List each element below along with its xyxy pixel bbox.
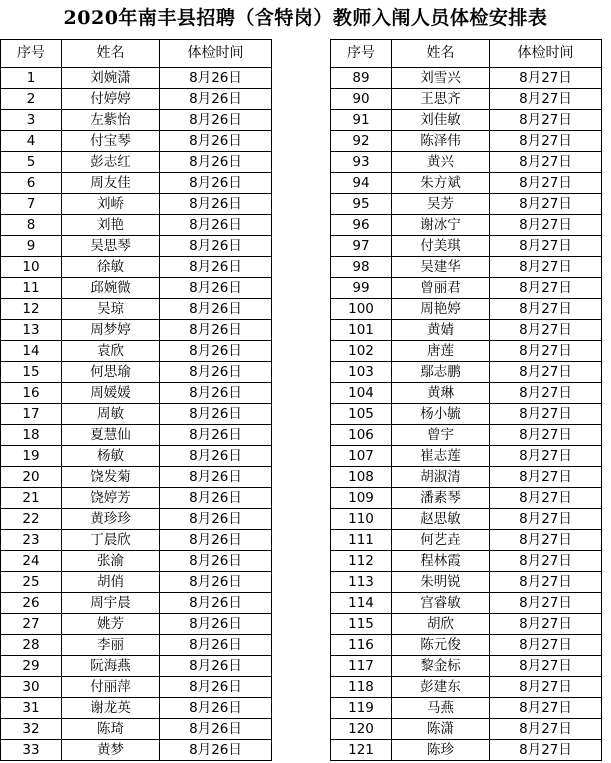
table-row — [1, 236, 272, 257]
cell-name: 陈琦 — [62, 719, 160, 740]
table-row — [1, 593, 272, 614]
cell-date: 8月27日 — [490, 299, 602, 320]
cell-date: 8月27日 — [490, 320, 602, 341]
cell-date: 8月26日 — [160, 614, 272, 635]
cell-number: 20 — [1, 467, 62, 488]
cell-name: 张渝 — [62, 551, 160, 572]
cell-date: 8月27日 — [490, 257, 602, 278]
cell-number: 110 — [331, 509, 392, 530]
cell-number: 25 — [1, 572, 62, 593]
table-row — [1, 509, 272, 530]
table-row — [331, 89, 602, 110]
cell-name: 周宇晨 — [62, 593, 160, 614]
cell-name: 陈珍 — [392, 740, 490, 761]
table-row — [1, 656, 272, 677]
cell-name: 杨小毓 — [392, 404, 490, 425]
cell-name: 潘素琴 — [392, 488, 490, 509]
table-row — [331, 278, 602, 299]
table-row — [331, 719, 602, 740]
table-row — [331, 740, 602, 761]
cell-date: 8月26日 — [160, 446, 272, 467]
cell-date: 8月27日 — [490, 278, 602, 299]
table-row — [331, 215, 602, 236]
header-name: 姓名 — [392, 40, 490, 68]
cell-number: 3 — [1, 110, 62, 131]
cell-date: 8月26日 — [160, 677, 272, 698]
cell-number: 21 — [1, 488, 62, 509]
table-row — [331, 677, 602, 698]
cell-name: 吴建华 — [392, 257, 490, 278]
cell-name: 阮海燕 — [62, 656, 160, 677]
cell-name: 付丽萍 — [62, 677, 160, 698]
table-row — [331, 194, 602, 215]
cell-name: 刘婉潇 — [62, 68, 160, 89]
cell-name: 左紫怡 — [62, 110, 160, 131]
cell-number: 119 — [331, 698, 392, 719]
cell-number: 100 — [331, 299, 392, 320]
header-row — [331, 40, 602, 68]
cell-name: 胡俏 — [62, 572, 160, 593]
cell-name: 夏慧仙 — [62, 425, 160, 446]
cell-name: 杨敏 — [62, 446, 160, 467]
cell-name: 黄婧 — [392, 320, 490, 341]
cell-date: 8月27日 — [490, 740, 602, 761]
cell-number: 24 — [1, 551, 62, 572]
table-row — [331, 152, 602, 173]
table-row — [1, 131, 272, 152]
cell-date: 8月26日 — [160, 320, 272, 341]
cell-date: 8月26日 — [160, 257, 272, 278]
cell-number: 106 — [331, 425, 392, 446]
cell-number: 105 — [331, 404, 392, 425]
cell-number: 10 — [1, 257, 62, 278]
table-row — [1, 698, 272, 719]
cell-name: 李丽 — [62, 635, 160, 656]
table-row — [1, 614, 272, 635]
cell-number: 23 — [1, 530, 62, 551]
table-row — [1, 488, 272, 509]
cell-number: 121 — [331, 740, 392, 761]
header-date: 体检时间 — [490, 40, 602, 68]
table-row — [331, 635, 602, 656]
cell-date: 8月26日 — [160, 719, 272, 740]
cell-number: 30 — [1, 677, 62, 698]
table-row — [331, 593, 602, 614]
cell-date: 8月27日 — [490, 635, 602, 656]
cell-name: 彭志红 — [62, 152, 160, 173]
schedule-table-left — [0, 39, 272, 761]
cell-number: 99 — [331, 278, 392, 299]
cell-date: 8月27日 — [490, 488, 602, 509]
cell-date: 8月27日 — [490, 425, 602, 446]
table-row — [1, 467, 272, 488]
cell-name: 鄢志鹏 — [392, 362, 490, 383]
cell-number: 22 — [1, 509, 62, 530]
cell-number: 33 — [1, 740, 62, 761]
cell-date: 8月26日 — [160, 635, 272, 656]
cell-name: 付宝琴 — [62, 131, 160, 152]
cell-date: 8月26日 — [160, 656, 272, 677]
cell-name: 付美琪 — [392, 236, 490, 257]
table-row — [331, 698, 602, 719]
cell-number: 109 — [331, 488, 392, 509]
cell-name: 饶婷芳 — [62, 488, 160, 509]
cell-number: 1 — [1, 68, 62, 89]
table-row — [1, 173, 272, 194]
cell-name: 吴芳 — [392, 194, 490, 215]
cell-date: 8月26日 — [160, 278, 272, 299]
cell-date: 8月27日 — [490, 656, 602, 677]
cell-date: 8月26日 — [160, 236, 272, 257]
table-row — [1, 530, 272, 551]
cell-name: 彭建东 — [392, 677, 490, 698]
table-row — [1, 740, 272, 761]
cell-date: 8月26日 — [160, 425, 272, 446]
cell-date: 8月27日 — [490, 446, 602, 467]
cell-name: 黄珍珍 — [62, 509, 160, 530]
page-title: 2020年南丰县招聘（含特岗）教师入闱人员体检安排表 — [63, 7, 548, 29]
table-row — [1, 257, 272, 278]
cell-date: 8月26日 — [160, 341, 272, 362]
cell-number: 115 — [331, 614, 392, 635]
cell-date: 8月26日 — [160, 530, 272, 551]
cell-date: 8月26日 — [160, 467, 272, 488]
cell-name: 徐敏 — [62, 257, 160, 278]
cell-name: 崔志莲 — [392, 446, 490, 467]
table-row — [1, 719, 272, 740]
cell-date: 8月26日 — [160, 404, 272, 425]
cell-number: 111 — [331, 530, 392, 551]
cell-name: 黄兴 — [392, 152, 490, 173]
cell-date: 8月26日 — [160, 488, 272, 509]
table-row — [331, 362, 602, 383]
cell-name: 陈泽伟 — [392, 131, 490, 152]
cell-number: 28 — [1, 635, 62, 656]
cell-name: 唐莲 — [392, 341, 490, 362]
cell-number: 114 — [331, 593, 392, 614]
cell-name: 周梦婷 — [62, 320, 160, 341]
cell-date: 8月27日 — [490, 593, 602, 614]
cell-number: 91 — [331, 110, 392, 131]
cell-name: 袁欣 — [62, 341, 160, 362]
table-row — [331, 572, 602, 593]
cell-number: 18 — [1, 425, 62, 446]
cell-name: 周媛媛 — [62, 383, 160, 404]
cell-date: 8月27日 — [490, 719, 602, 740]
cell-date: 8月26日 — [160, 131, 272, 152]
cell-name: 曾丽君 — [392, 278, 490, 299]
cell-date: 8月27日 — [490, 194, 602, 215]
cell-number: 8 — [1, 215, 62, 236]
cell-number: 93 — [331, 152, 392, 173]
cell-number: 118 — [331, 677, 392, 698]
cell-name: 谢龙英 — [62, 698, 160, 719]
cell-name: 吴思琴 — [62, 236, 160, 257]
cell-number: 102 — [331, 341, 392, 362]
cell-number: 7 — [1, 194, 62, 215]
cell-number: 94 — [331, 173, 392, 194]
cell-name: 吴琼 — [62, 299, 160, 320]
table-row — [331, 320, 602, 341]
table-row — [1, 341, 272, 362]
cell-number: 103 — [331, 362, 392, 383]
cell-number: 89 — [331, 68, 392, 89]
cell-date: 8月27日 — [490, 173, 602, 194]
cell-number: 16 — [1, 383, 62, 404]
cell-date: 8月26日 — [160, 68, 272, 89]
cell-number: 113 — [331, 572, 392, 593]
cell-number: 117 — [331, 656, 392, 677]
cell-date: 8月26日 — [160, 362, 272, 383]
table-row — [1, 278, 272, 299]
table-row — [331, 614, 602, 635]
cell-number: 4 — [1, 131, 62, 152]
table-row — [331, 131, 602, 152]
cell-number: 17 — [1, 404, 62, 425]
table-row — [331, 551, 602, 572]
table-row — [1, 299, 272, 320]
cell-name: 何思瑜 — [62, 362, 160, 383]
table-row — [331, 341, 602, 362]
cell-date: 8月27日 — [490, 236, 602, 257]
cell-date: 8月27日 — [490, 68, 602, 89]
cell-date: 8月27日 — [490, 383, 602, 404]
cell-number: 6 — [1, 173, 62, 194]
table-row — [331, 236, 602, 257]
cell-name: 陈元俊 — [392, 635, 490, 656]
cell-name: 朱方斌 — [392, 173, 490, 194]
cell-number: 104 — [331, 383, 392, 404]
table-row — [1, 110, 272, 131]
table-row — [1, 383, 272, 404]
table-row — [331, 656, 602, 677]
table-row — [1, 404, 272, 425]
cell-name: 王思齐 — [392, 89, 490, 110]
cell-number: 11 — [1, 278, 62, 299]
cell-number: 32 — [1, 719, 62, 740]
table-row — [1, 152, 272, 173]
cell-date: 8月26日 — [160, 383, 272, 404]
cell-date: 8月27日 — [490, 110, 602, 131]
cell-number: 98 — [331, 257, 392, 278]
cell-date: 8月27日 — [490, 677, 602, 698]
cell-name: 陈潇 — [392, 719, 490, 740]
cell-name: 何艺垚 — [392, 530, 490, 551]
table-row — [331, 488, 602, 509]
cell-date: 8月27日 — [490, 341, 602, 362]
cell-number: 95 — [331, 194, 392, 215]
cell-date: 8月27日 — [490, 509, 602, 530]
table-row — [1, 425, 272, 446]
table-row — [1, 677, 272, 698]
cell-number: 9 — [1, 236, 62, 257]
table-row — [331, 446, 602, 467]
table-row — [331, 509, 602, 530]
table-row — [331, 530, 602, 551]
table-row — [1, 215, 272, 236]
table-row — [1, 194, 272, 215]
cell-number: 96 — [331, 215, 392, 236]
cell-date: 8月26日 — [160, 89, 272, 110]
cell-number: 2 — [1, 89, 62, 110]
table-row — [331, 383, 602, 404]
cell-name: 刘峤 — [62, 194, 160, 215]
cell-date: 8月27日 — [490, 614, 602, 635]
table-row — [1, 89, 272, 110]
cell-date: 8月26日 — [160, 509, 272, 530]
cell-name: 黄琳 — [392, 383, 490, 404]
table-row — [331, 404, 602, 425]
cell-name: 饶发菊 — [62, 467, 160, 488]
cell-name: 程林霞 — [392, 551, 490, 572]
table-row — [331, 68, 602, 89]
table-row — [331, 257, 602, 278]
cell-date: 8月26日 — [160, 215, 272, 236]
table-row — [331, 299, 602, 320]
table-row — [1, 635, 272, 656]
header-name: 姓名 — [62, 40, 160, 68]
cell-name: 周敏 — [62, 404, 160, 425]
cell-name: 周友佳 — [62, 173, 160, 194]
cell-name: 丁晨欣 — [62, 530, 160, 551]
cell-name: 黎金标 — [392, 656, 490, 677]
table-row — [1, 362, 272, 383]
cell-name: 胡欣 — [392, 614, 490, 635]
cell-number: 116 — [331, 635, 392, 656]
cell-number: 29 — [1, 656, 62, 677]
cell-number: 27 — [1, 614, 62, 635]
cell-date: 8月26日 — [160, 698, 272, 719]
cell-date: 8月27日 — [490, 152, 602, 173]
cell-number: 112 — [331, 551, 392, 572]
cell-date: 8月27日 — [490, 572, 602, 593]
table-row — [331, 173, 602, 194]
cell-number: 120 — [331, 719, 392, 740]
table-row — [331, 467, 602, 488]
cell-number: 92 — [331, 131, 392, 152]
cell-date: 8月27日 — [490, 530, 602, 551]
cell-date: 8月26日 — [160, 110, 272, 131]
cell-name: 姚芳 — [62, 614, 160, 635]
cell-number: 101 — [331, 320, 392, 341]
header-number: 序号 — [331, 40, 392, 68]
cell-date: 8月26日 — [160, 551, 272, 572]
table-row — [1, 446, 272, 467]
cell-name: 周艳婷 — [392, 299, 490, 320]
cell-number: 107 — [331, 446, 392, 467]
cell-name: 朱明锐 — [392, 572, 490, 593]
cell-date: 8月26日 — [160, 593, 272, 614]
cell-name: 谢冰宁 — [392, 215, 490, 236]
cell-date: 8月26日 — [160, 152, 272, 173]
cell-date: 8月27日 — [490, 551, 602, 572]
table-row — [331, 425, 602, 446]
cell-date: 8月27日 — [490, 362, 602, 383]
cell-number: 19 — [1, 446, 62, 467]
cell-date: 8月26日 — [160, 173, 272, 194]
header-row — [1, 40, 272, 68]
cell-date: 8月27日 — [490, 215, 602, 236]
cell-number: 15 — [1, 362, 62, 383]
cell-number: 5 — [1, 152, 62, 173]
header-date: 体检时间 — [160, 40, 272, 68]
cell-name: 刘佳敏 — [392, 110, 490, 131]
table-row — [1, 68, 272, 89]
table-row — [1, 551, 272, 572]
cell-name: 赵思敏 — [392, 509, 490, 530]
cell-date: 8月27日 — [490, 698, 602, 719]
cell-number: 12 — [1, 299, 62, 320]
cell-date: 8月27日 — [490, 131, 602, 152]
cell-name: 马燕 — [392, 698, 490, 719]
cell-number: 90 — [331, 89, 392, 110]
table-row — [331, 110, 602, 131]
cell-name: 黄梦 — [62, 740, 160, 761]
cell-name: 胡淑清 — [392, 467, 490, 488]
cell-date: 8月26日 — [160, 194, 272, 215]
header-number: 序号 — [1, 40, 62, 68]
cell-date: 8月27日 — [490, 467, 602, 488]
cell-date: 8月27日 — [490, 89, 602, 110]
cell-name: 曾宇 — [392, 425, 490, 446]
cell-date: 8月26日 — [160, 740, 272, 761]
cell-name: 刘艳 — [62, 215, 160, 236]
cell-number: 97 — [331, 236, 392, 257]
cell-number: 26 — [1, 593, 62, 614]
cell-number: 108 — [331, 467, 392, 488]
cell-number: 14 — [1, 341, 62, 362]
cell-date: 8月26日 — [160, 572, 272, 593]
cell-date: 8月26日 — [160, 299, 272, 320]
cell-name: 宫睿敏 — [392, 593, 490, 614]
cell-name: 邱婉微 — [62, 278, 160, 299]
cell-number: 31 — [1, 698, 62, 719]
schedule-table-right — [330, 39, 602, 761]
cell-name: 刘雪兴 — [392, 68, 490, 89]
table-row — [1, 572, 272, 593]
cell-date: 8月27日 — [490, 404, 602, 425]
table-row — [1, 320, 272, 341]
cell-name: 付婷婷 — [62, 89, 160, 110]
cell-number: 13 — [1, 320, 62, 341]
